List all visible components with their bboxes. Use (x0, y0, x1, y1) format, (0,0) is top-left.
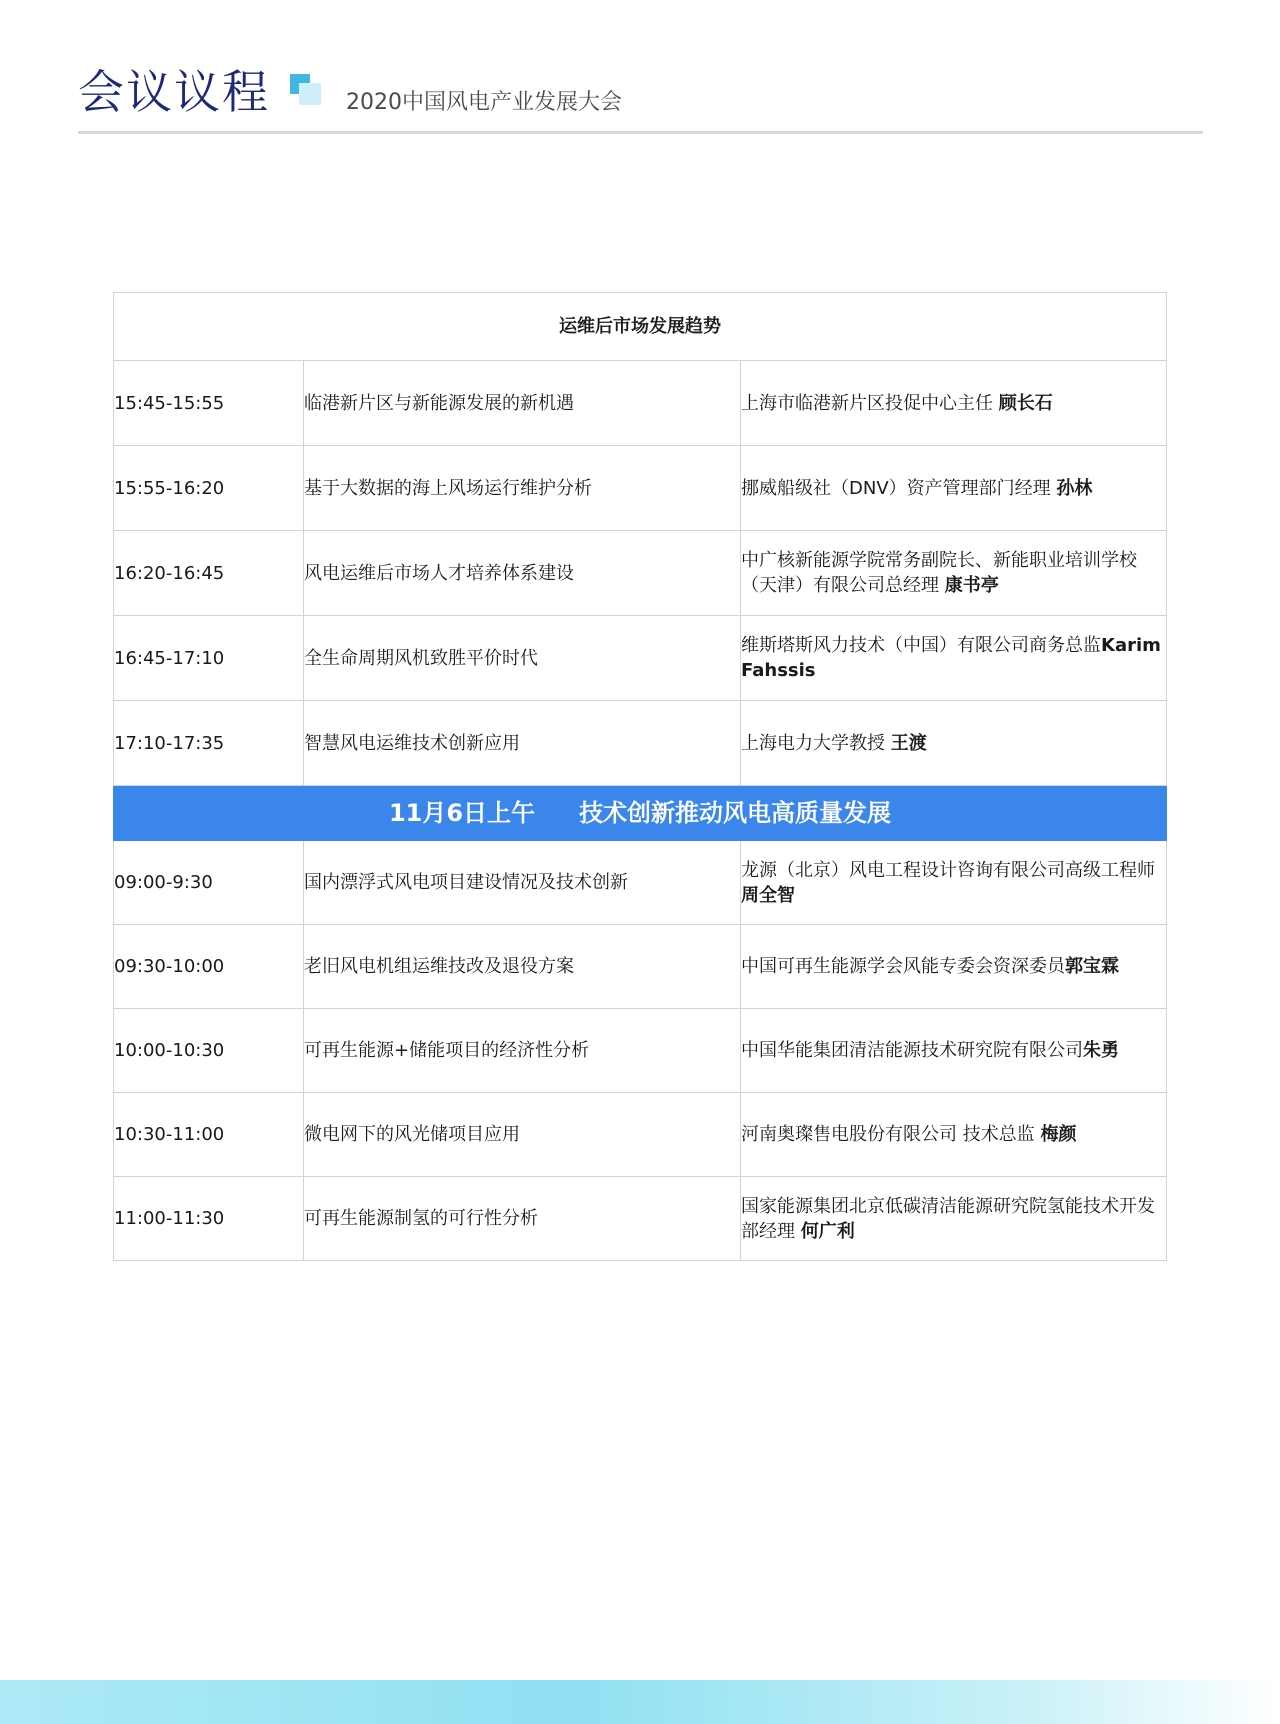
section-title: 运维后市场发展趋势 (114, 293, 1167, 361)
speaker-name: 康书亭 (944, 575, 999, 596)
speaker-title: 中国华能集团清洁能源技术研究院有限公司 (741, 1040, 1083, 1061)
agenda-row (114, 1093, 1167, 1177)
session-topic: 风电运维后市场人才培养体系建设 (304, 531, 741, 616)
agenda-row (114, 361, 1167, 446)
session-speaker (741, 531, 1167, 616)
session-topic: 国内漂浮式风电项目建设情况及技术创新 (304, 841, 741, 925)
speaker-name: 何广利 (800, 1220, 855, 1242)
session-speaker (741, 925, 1167, 1009)
session-time: 16:45-17:10 (114, 616, 304, 701)
speaker-name: Karim Fahssis (741, 635, 1161, 681)
session-time: 09:30-10:00 (114, 925, 304, 1009)
session-topic: 可再生能源制氢的可行性分析 (304, 1177, 741, 1261)
session-topic: 微电网下的风光储项目应用 (304, 1093, 741, 1177)
session-time: 15:45-15:55 (114, 361, 304, 446)
footer-gradient-bar (0, 1680, 1280, 1724)
speaker-name: 朱勇 (1083, 1040, 1119, 1061)
session-time: 16:20-16:45 (114, 531, 304, 616)
header-divider (78, 131, 1203, 134)
agenda-row (114, 701, 1167, 786)
agenda-row (114, 925, 1167, 1009)
page-title: 会议议程 (78, 65, 270, 119)
session-speaker (741, 1093, 1167, 1177)
speaker-title: 龙源（北京）风电工程设计咨询有限公司高级工程师 (741, 859, 1155, 881)
speaker-name: 孙林 (1056, 477, 1093, 499)
agenda-row (114, 446, 1167, 531)
section-header-row (114, 293, 1167, 361)
session-topic: 智慧风电运维技术创新应用 (304, 701, 741, 786)
session-time: 10:30-11:00 (114, 1093, 304, 1177)
logo-squares-icon (290, 74, 326, 110)
agenda-row (114, 1177, 1167, 1261)
session-topic: 基于大数据的海上风场运行维护分析 (304, 446, 741, 531)
speaker-name: 周全智 (741, 884, 795, 906)
agenda-row (114, 1009, 1167, 1093)
agenda-table (113, 292, 1167, 1261)
band-theme: 技术创新推动风电高质量发展 (579, 798, 892, 827)
conference-name: 2020中国风电产业发展大会 (346, 90, 622, 115)
agenda-row (114, 616, 1167, 701)
session-topic: 可再生能源+储能项目的经济性分析 (304, 1009, 741, 1093)
band-date: 11月6日上午 (388, 798, 536, 827)
speaker-title: 河南奥璨售电股份有限公司 技术总监 (741, 1124, 1041, 1145)
speaker-name: 郭宝霖 (1065, 956, 1119, 977)
day-band (114, 786, 1167, 841)
session-time: 10:00-10:30 (114, 1009, 304, 1093)
session-speaker (741, 1177, 1167, 1261)
session-speaker (741, 1009, 1167, 1093)
session-speaker (741, 361, 1167, 446)
session-speaker (741, 616, 1167, 701)
session-topic: 全生命周期风机致胜平价时代 (304, 616, 741, 701)
speaker-title: 上海市临港新片区投促中心主任 (741, 392, 999, 414)
speaker-name: 王渡 (890, 732, 927, 754)
speaker-title: 中国可再生能源学会风能专委会资深委员 (741, 956, 1065, 977)
session-time: 17:10-17:35 (114, 701, 304, 786)
page-header (78, 58, 1203, 136)
speaker-title: 上海电力大学教授 (741, 732, 891, 754)
session-topic: 临港新片区与新能源发展的新机遇 (304, 361, 741, 446)
speaker-name: 梅颜 (1040, 1124, 1077, 1145)
speaker-title: 维斯塔斯风力技术（中国）有限公司商务总监 (741, 635, 1101, 656)
day-band-row (114, 786, 1167, 841)
session-speaker (741, 446, 1167, 531)
session-time: 09:00-9:30 (114, 841, 304, 925)
session-time: 11:00-11:30 (114, 1177, 304, 1261)
agenda-row (114, 531, 1167, 616)
session-time: 15:55-16:20 (114, 446, 304, 531)
speaker-title: 国家能源集团北京低碳清洁能源研究院氢能技术开发部经理 (741, 1195, 1155, 1242)
speaker-name: 顾长石 (998, 392, 1053, 414)
session-speaker (741, 701, 1167, 786)
session-topic: 老旧风电机组运维技改及退役方案 (304, 925, 741, 1009)
speaker-title: 中广核新能源学院常务副院长、新能职业培训学校（天津）有限公司总经理 (741, 550, 1137, 596)
speaker-title: 挪威船级社（DNV）资产管理部门经理 (741, 477, 1057, 499)
session-speaker (741, 841, 1167, 925)
agenda-row (114, 841, 1167, 925)
